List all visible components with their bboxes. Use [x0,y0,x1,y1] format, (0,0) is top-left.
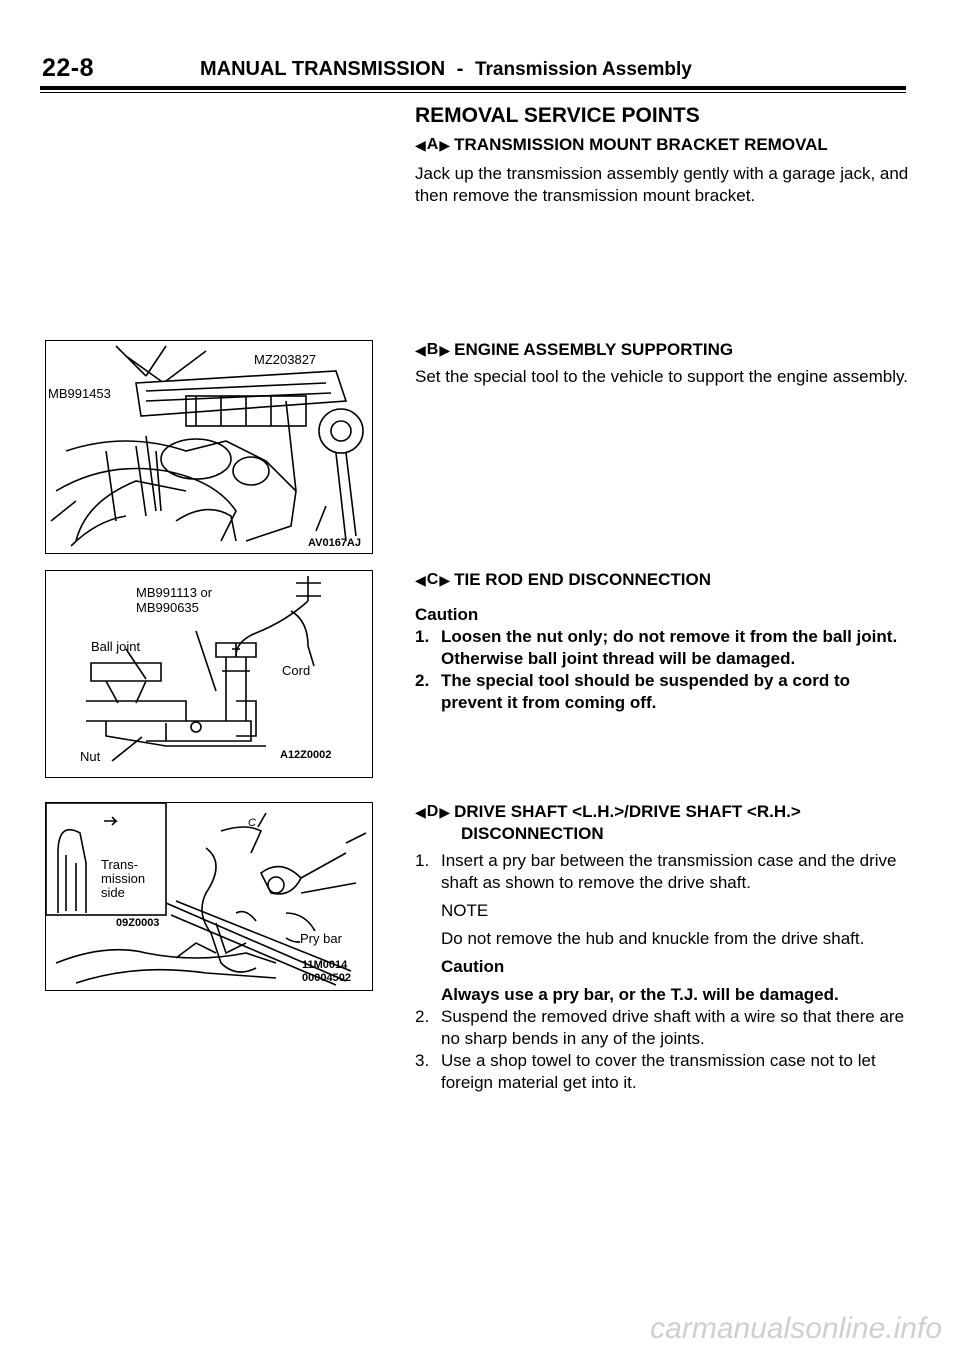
right-triangle-icon: ▶ [439,804,451,820]
list-item: 1. Insert a pry bar between the transmission case and the drive shaft as shown to remove the drive shaft. [415,851,897,892]
left-triangle-icon: ◀ [415,804,426,820]
caution-text: Always use a pry bar, or the T.J. will be damaged. [441,985,839,1004]
left-triangle-icon: ◀ [415,342,426,358]
section-d-title-line2: DISCONNECTION [461,824,604,843]
note-text: Do not remove the hub and knuckle from the drive shaft. [441,929,865,948]
header-rule [40,86,906,90]
section-d-title: ◀ D ▶ DRIVE SHAFT <L.H.>/DRIVE SHAFT <R.H.> [415,802,801,821]
section-marker: ◀ B ▶ [415,341,451,358]
section-a-title: ◀ A ▶ TRANSMISSION MOUNT BRACKET REMOVAL [415,135,828,154]
note-label: NOTE [441,901,489,920]
section-marker: ◀ A ▶ [415,136,451,153]
subsection-title: Transmission Assembly [474,59,692,80]
c-label: C [248,817,256,829]
figure-drive-shaft [45,802,373,991]
section-marker: ◀ C ▶ [415,571,451,588]
page-header [0,0,960,95]
section-c-caution [415,604,910,714]
figure-code: AV0167AJ [308,537,361,549]
right-triangle-icon: ▶ [439,137,451,153]
figure-code: A12Z0002 [280,749,332,761]
tool-label-mb991453: MB991453 [48,386,111,401]
section-d-list [415,850,910,1094]
transmission-side-label: Trans- mission side [101,857,146,900]
list-item: 1. Loosen the nut only; do not remove it from the ball joint. Otherwise ball joint thread will be damaged. [415,627,898,668]
list-item: 3. Use a shop towel to cover the transmission case not to let foreign material get into it. [415,1051,876,1092]
cord-label: Cord [282,663,311,678]
page-number: 22-8 [42,54,95,82]
right-triangle-icon: ▶ [439,342,451,358]
section-title-main: MANUAL TRANSMISSION [200,58,446,80]
nut-label: Nut [80,749,101,764]
engine-support-illustration [46,341,372,553]
removal-heading: REMOVAL SERVICE POINTS [415,104,700,127]
ball-joint-label: Ball joint [91,639,141,654]
caution-label: Caution [441,957,505,976]
header-rule-thin [40,92,906,93]
figure-engine-support [45,340,373,554]
figure-tie-rod-puller [45,570,373,778]
section-b-text: Set the special tool to the vehicle to support the engine assembly. [415,367,908,386]
left-triangle-icon: ◀ [415,137,426,153]
list-item: 2. The special tool should be suspended by a cord to prevent it from coming off. [415,671,851,712]
pry-bar-label: Pry bar [300,931,342,946]
section-marker: ◀ D ▶ [415,803,451,820]
title-dash: - [456,58,464,80]
tool-label-mz203827: MZ203827 [254,352,317,367]
figure-code-2: 00004502 [302,972,351,984]
inset-code: 09Z0003 [116,917,160,929]
list-item: 2. Suspend the removed drive shaft with a wire so that there are no sharp bends in any of the joints. [415,1007,905,1048]
left-triangle-icon: ◀ [415,572,426,588]
section-b-title: ◀ B ▶ ENGINE ASSEMBLY SUPPORTING [415,340,734,359]
tool-label: MB991113 or MB990635 [136,585,213,615]
caution-label: Caution [415,605,479,624]
watermark: carmanualsonline.info [650,1312,942,1345]
section-title [200,58,692,81]
right-triangle-icon: ▶ [439,572,451,588]
section-c-title: ◀ C ▶ TIE ROD END DISCONNECTION [415,570,712,589]
section-a-text: Jack up the transmission assembly gently with a garage jack, and then remove the transmission mount bracket. [415,164,909,205]
figure-code: 11M0014 [302,959,348,971]
